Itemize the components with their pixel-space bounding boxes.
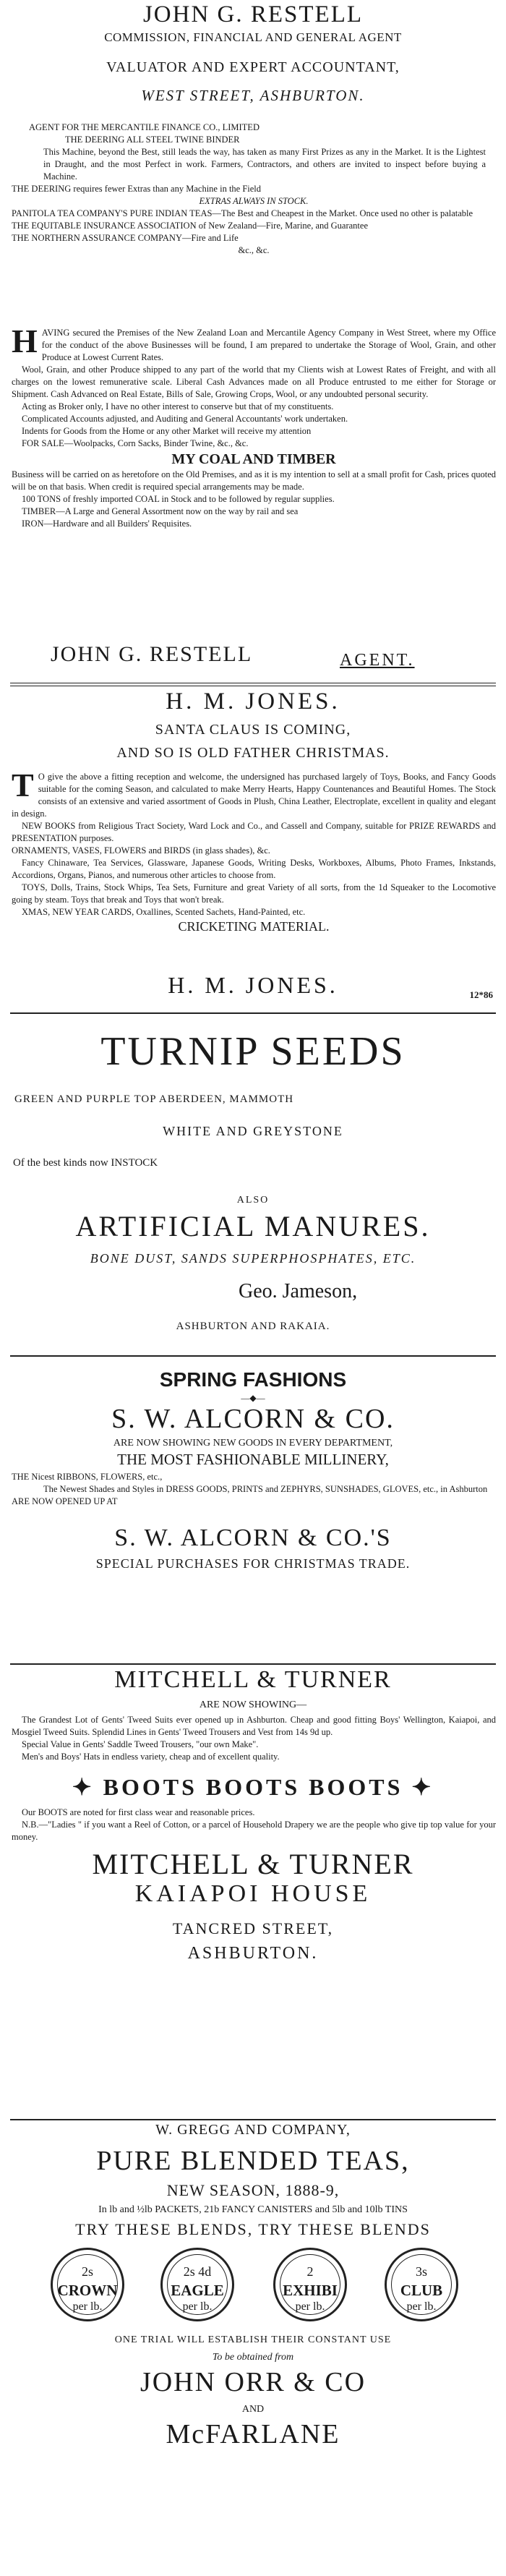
turnip-line-white: WHITE AND GREYSTONE xyxy=(163,1124,343,1138)
restell-coal-heading: MY COAL AND TIMBER xyxy=(171,451,336,467)
gregg-company: W. GREGG AND COMPANY, xyxy=(155,2122,351,2138)
gregg-mcfarlane: McFARLANE xyxy=(166,2419,340,2449)
blend-name: CROWN xyxy=(57,2282,118,2299)
gregg-obr: JOHN ORR & CO xyxy=(140,2367,366,2397)
blend-price: 2s 4d xyxy=(183,2264,212,2279)
restell-line-valuator: VALUATOR AND EXPERT ACCOUNTANT, xyxy=(106,59,400,75)
restell-dropcap: H xyxy=(12,323,38,359)
restell-agent-line: AGENT FOR THE MERCANTILE FINANCE CO., LIMITED xyxy=(29,122,260,132)
restell-for-sale: FOR SALE—Woolpacks, Corn Sacks, Binder Twine, &c., &c. xyxy=(22,438,249,448)
mitchell-showing: ARE NOW SHOWING— xyxy=(199,1699,307,1710)
blend-price: 3s xyxy=(415,2264,427,2279)
alcorn-newest: The Newest Shades and Styles in DRESS GOODS, PRINTS and ZEPHYRS, SUNSHADES, GLOVES, etc., in Ashburton xyxy=(43,1484,488,1494)
gregg-teas: PURE BLENDED TEAS, xyxy=(96,2146,410,2176)
blend-per: per lb. xyxy=(295,2300,325,2313)
jones-ornaments-text: ORNAMENTS, VASES, FLOWERS and BIRDS (in glass shades), &c. xyxy=(12,845,270,856)
restell-indents-text: Indents for Goods from the Home or any other Market will receive my attention xyxy=(22,426,312,436)
tea-blend-badge xyxy=(51,2248,124,2321)
turnip-also: ALSO xyxy=(236,1195,270,1206)
blend-per: per lb. xyxy=(182,2300,213,2313)
jones-advertisement xyxy=(0,688,506,1008)
alcorn-special: SPECIAL PURCHASES FOR CHRISTMAS TRADE. xyxy=(95,1556,411,1571)
rule-divider xyxy=(10,683,496,686)
alcorn-opened: ARE NOW OPENED UP AT xyxy=(12,1496,118,1506)
mitchell-special-value: Special Value in Gents' Saddle Tweed Trousers, "our own Make". xyxy=(22,1739,259,1749)
jameson-signature: Geo. Jameson, xyxy=(239,1280,358,1302)
restell-broker-text: Acting as Broker only, I have no other interest to conserve but that of my constituents. xyxy=(22,401,334,411)
jones-books-text: NEW BOOKS from Religious Tract Society, Ward Lock and Co., and Cassell and Company, suitable for PRIZE REWARDS and PRESENTATION purposes. xyxy=(12,821,496,843)
restell-etc: &c., &c. xyxy=(238,245,270,255)
alcorn-spring: SPRING FASHIONS xyxy=(159,1368,347,1391)
blend-per: per lb. xyxy=(406,2300,437,2313)
restell-iron-text: IRON—Hardware and all Builders' Requisites. xyxy=(22,519,192,529)
restell-address: WEST STREET, ASHBURTON. xyxy=(141,87,365,104)
boots-bullet-icon: ✦ xyxy=(411,1774,434,1800)
turnip-manures: ARTIFICIAL MANURES. xyxy=(75,1210,431,1242)
restell-advertisement xyxy=(0,0,506,726)
restell-panitola: PANITOLA TEA COMPANY'S PURE INDIAN TEAS—The Best and Cheapest in the Market. Once used no other is palatable xyxy=(12,208,473,218)
rule-divider xyxy=(10,1355,496,1357)
blend-price: 2 xyxy=(306,2264,314,2279)
jameson-advertisement xyxy=(0,1015,506,1352)
restell-equitable: THE EQUITABLE INSURANCE ASSOCIATION of New Zealand—Fire, Marine, and Guarantee xyxy=(12,221,368,231)
blend-name: EAGLE xyxy=(171,2282,224,2299)
mitchell-boots-text-paragraph: Our BOOTS are noted for first class wear and reasonable prices. xyxy=(22,1807,255,1817)
gregg-season: NEW SEASON, 1888-9, xyxy=(166,2181,340,2199)
jones-reference: 12*86 xyxy=(469,989,493,1000)
alcorn-name-2: S. W. ALCORN & CO.'S xyxy=(114,1524,392,1551)
restell-having-text: AVING secured the Premises of the New Zealand Loan and Mercantile Agency Company in West Street, where my Office for the conduct of the above Businesses will be found, I am prepared to undertake the Storage of Wool, Grain, and other Produce at Lowest Current Rates. xyxy=(41,328,496,362)
restell-name: JOHN G. RESTELL xyxy=(142,1,364,27)
restell-twine-line: THE DEERING ALL STEEL TWINE BINDER xyxy=(65,135,240,145)
mitchell-street: TANCRED STREET, xyxy=(172,1919,334,1937)
restell-timber-text: TIMBER—A Large and General Assortment now on the way by rail and sea xyxy=(22,506,299,516)
restell-wool-text: Wool, Grain, and other Produce shipped to any part of the world that my Clients wish at Lowest Rates of Freight, and with all charges on the lowest remunerative scale. Liberal Cash Advances made on all Produce entrusted to me either for Storage or Shipment. Cash Advanced on Real Estate, Bills of Sale, Growing Crops, Wool, or any undoubted personal security. xyxy=(12,364,496,399)
restell-signature-role: AGENT. xyxy=(340,651,415,670)
boots-bullet-icon: ✦ xyxy=(72,1774,95,1800)
jones-cricket: CRICKETING MATERIAL. xyxy=(178,919,330,934)
tea-blend-badge xyxy=(385,2248,458,2321)
mitchell-nb: N.B.—"Ladies " if you want a Reel of Cotton, or a parcel of Household Drapery we are the people who give tip top value for your money. xyxy=(12,1820,496,1842)
alcorn-millinery: THE MOST FASHIONABLE MILLINERY, xyxy=(117,1451,389,1468)
turnip-bone: BONE DUST, SANDS SUPERPHOSPHATES, ETC. xyxy=(90,1251,416,1266)
jones-father: AND SO IS OLD FATHER CHRISTMAS. xyxy=(116,745,390,761)
restell-having-paragraph xyxy=(0,323,506,364)
turnip-line-green: GREEN AND PURPLE TOP ABERDEEN, MAMMOTH xyxy=(14,1093,294,1105)
restell-extras-stock: EXTRAS ALWAYS IN STOCK. xyxy=(199,196,309,206)
restell-line-commission: COMMISSION, FINANCIAL AND GENERAL AGENT xyxy=(104,30,402,44)
restell-complicated-text: Complicated Accounts adjusted, and Auditing and General Accountants' work undertaken. xyxy=(22,414,348,424)
gregg-and: AND xyxy=(241,2404,265,2415)
restell-deering-extras: THE DEERING requires fewer Extras than any Machine in the Field xyxy=(12,184,262,194)
restell-northern: THE NORTHERN ASSURANCE COMPANY—Fire and Life xyxy=(12,233,239,243)
jones-dropcap: T xyxy=(12,767,34,803)
restell-signature-name: JOHN G. RESTELL xyxy=(51,642,253,666)
alcorn-advertisement xyxy=(0,1358,506,1574)
blend-price: 2s xyxy=(81,2264,93,2279)
turnip-stock: Of the best kinds now INSTOCK xyxy=(13,1157,158,1169)
alcorn-name: S. W. ALCORN & CO. xyxy=(111,1404,395,1434)
jones-name: H. M. JONES. xyxy=(166,688,340,715)
restell-coal-text: Business will be carried on as heretofore on the Old Premises, and as it is my intention to sell at a small profit for Cash, prices quoted will be on that basis. When credit is required special arrangements may be made. xyxy=(12,469,496,492)
jones-intro-paragraph xyxy=(0,767,506,820)
mitchell-turner-advertisement xyxy=(0,1666,506,1977)
mitchell-house: KAIAPOI HOUSE xyxy=(134,1880,372,1907)
jones-toys-text: TOYS, Dolls, Trains, Stock Whips, Tea Sets, Furniture and great Variety of all sorts, from the 1d Squeaker to the Locomotive going by steam. Toys that break and Toys that won't break. xyxy=(12,882,496,905)
tea-blend-badge xyxy=(273,2248,347,2321)
jones-signature: H. M. JONES. xyxy=(168,972,338,998)
gregg-try: TRY THESE BLENDS, TRY THESE BLENDS xyxy=(75,2220,431,2238)
jones-intro-text: O give the above a fitting reception and welcome, the undersigned has purchased largely of Toys, Books, and Fancy Goods suitable for the coming Season, and calculated to make Merry Hearts, Happy Countenances and Beautiful Homes. The Stock consists of an extensive and varied assortment of Goods in Plush, China Leather, Electroplate, excellent in quality and elegant in design. xyxy=(12,772,496,819)
mitchell-name: MITCHELL & TURNER xyxy=(114,1666,392,1693)
mitchell-town: ASHBURTON. xyxy=(187,1944,319,1963)
gregg-obtained: To be obtained from xyxy=(212,2352,294,2363)
jones-fancy-text: Fancy Chinaware, Tea Services, Glassware, Japanese Goods, Writing Desks, Workboxes, Albums, Photo Frames, Inkstands, Accordions, Organs, Pianos, and numerous other articles to choose from. xyxy=(12,858,496,880)
jameson-place: ASHBURTON AND RAKAIA. xyxy=(176,1321,330,1332)
mitchell-grandest: The Grandest Lot of Gents' Tweed Suits ever opened up in Ashburton. Cheap and good fitting Boys' Wellington, Kaiapoi, and Mosgiel Tweed Suits. Splendid Lines in Gents' Tweed Trousers and Vest from 14s 9d up. xyxy=(12,1715,496,1737)
gregg-packets: In lb and ½lb PACKETS, 21b FANCY CANISTERS and 5lb and 10lb TINS xyxy=(98,2204,408,2215)
blend-name: CLUB xyxy=(400,2282,443,2299)
alcorn-showing: ARE NOW SHOWING NEW GOODS IN EVERY DEPARTMENT, xyxy=(113,1438,393,1449)
mitchell-boots-text: BOOTS BOOTS BOOTS xyxy=(103,1774,403,1800)
mitchell-boots-heading xyxy=(0,1773,506,1801)
rule-divider xyxy=(10,1012,496,1014)
restell-machine-text: This Machine, beyond the Best, still leads the way, has taken as many First Prizes as any in the Market. It is the Lightest in Draught, and the most Perfect in work. Farmers, Contractors, and others are invited to inspect before buying a Machine. xyxy=(43,147,486,182)
mitchell-hats: Men's and Boys' Hats in endless variety, cheap and of excellent quality. xyxy=(22,1752,280,1762)
jones-santa: SANTA CLAUS IS COMING, xyxy=(155,722,351,738)
jones-xmas-text: XMAS, NEW YEAR CARDS, Oxallines, Scented Sachets, Hand-Painted, etc. xyxy=(22,907,306,917)
turnip-title: TURNIP SEEDS xyxy=(100,1029,406,1074)
restell-tons-text: 100 TONS of freshly imported COAL in Stock and to be followed by regular supplies. xyxy=(22,494,335,504)
mitchell-name-2: MITCHELL & TURNER xyxy=(92,1848,414,1880)
gregg-advertisement xyxy=(0,2120,506,2576)
gregg-one-trial: ONE TRIAL WILL ESTABLISH THEIR CONSTANT USE xyxy=(114,2334,392,2345)
alcorn-ornament: —◆— xyxy=(241,1393,265,1403)
alcorn-nicest: THE Nicest RIBBONS, FLOWERS, etc., xyxy=(12,1472,163,1482)
blend-name: EXHIBI xyxy=(283,2282,338,2299)
tea-blend-badge xyxy=(160,2248,234,2321)
rule-divider xyxy=(10,1663,496,1665)
blend-per: per lb. xyxy=(72,2300,103,2313)
